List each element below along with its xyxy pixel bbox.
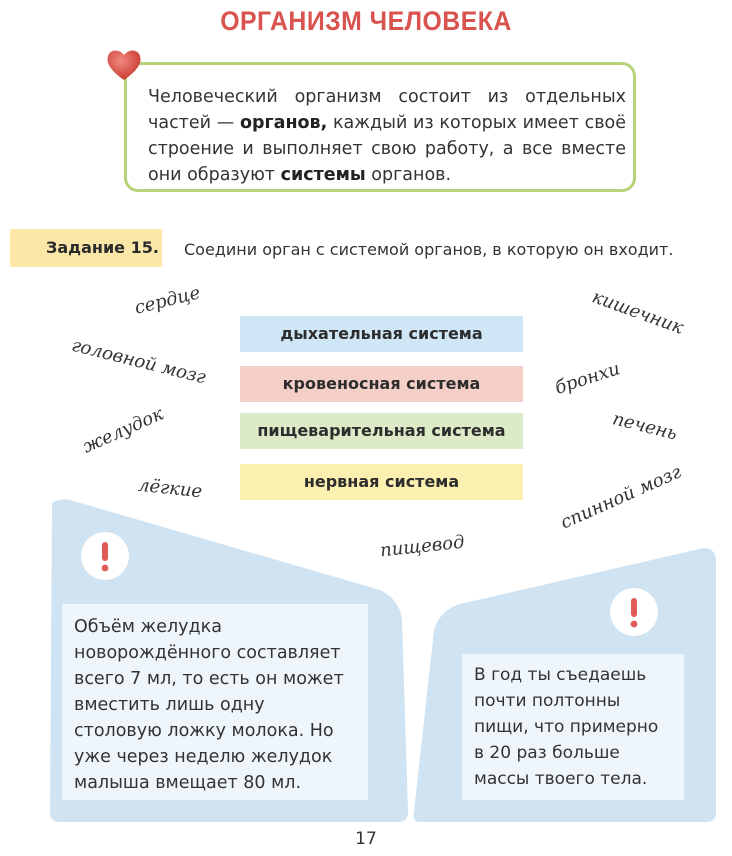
organ-stomach[interactable]: желудок [79,403,167,458]
bold-term-organs: органов, [239,113,328,133]
heart-icon [104,44,144,84]
exclamation-icon [608,586,660,638]
intro-text: Человеческий организм состоит из отдельных частей — органов, каждый из которых имеет своё строение и выполняет свою работу, а все вместе они образуют системы органов. [148,87,626,185]
organ-brain[interactable]: головной мозг [69,334,208,389]
system-respiratory[interactable]: дыхательная система [240,316,523,352]
task-instruction: Соедини орган с системой органов, в которую он входит. [184,240,674,259]
fact-food-per-year: В год ты съедаешь почти полтонны пищи, что примерно в 20 раз больше массы твоего тела. [462,654,684,800]
system-nervous[interactable]: нервная система [240,464,523,500]
bold-term-systems: системы [280,165,366,185]
organ-bronchi[interactable]: бронхи [552,358,623,399]
task-label: Задание 15. [10,229,162,267]
organ-heart[interactable]: сердце [132,282,203,319]
organ-intestine[interactable]: кишечник [589,286,687,339]
organ-liver[interactable]: печень [610,408,680,445]
page-number: 17 [355,829,377,849]
system-digestive[interactable]: пищеварительная система [240,413,523,449]
page-title: ОРГАНИЗМ ЧЕЛОВЕКА [220,6,512,36]
exclamation-icon [79,530,131,582]
system-circulatory[interactable]: кровеносная система [240,366,523,402]
organ-spinal-cord[interactable]: спинной мозг [557,461,685,534]
fact-newborn-stomach: Объём желудка новорождённого составляет всего 7 мл, то есть он может вместить лишь одну столовую ложку молока. Но уже через неделю желудок малыша вмещает 80 мл. [62,604,368,800]
organ-lungs[interactable]: лёгкие [137,474,204,503]
organ-esophagus[interactable]: пищевод [379,531,466,562]
